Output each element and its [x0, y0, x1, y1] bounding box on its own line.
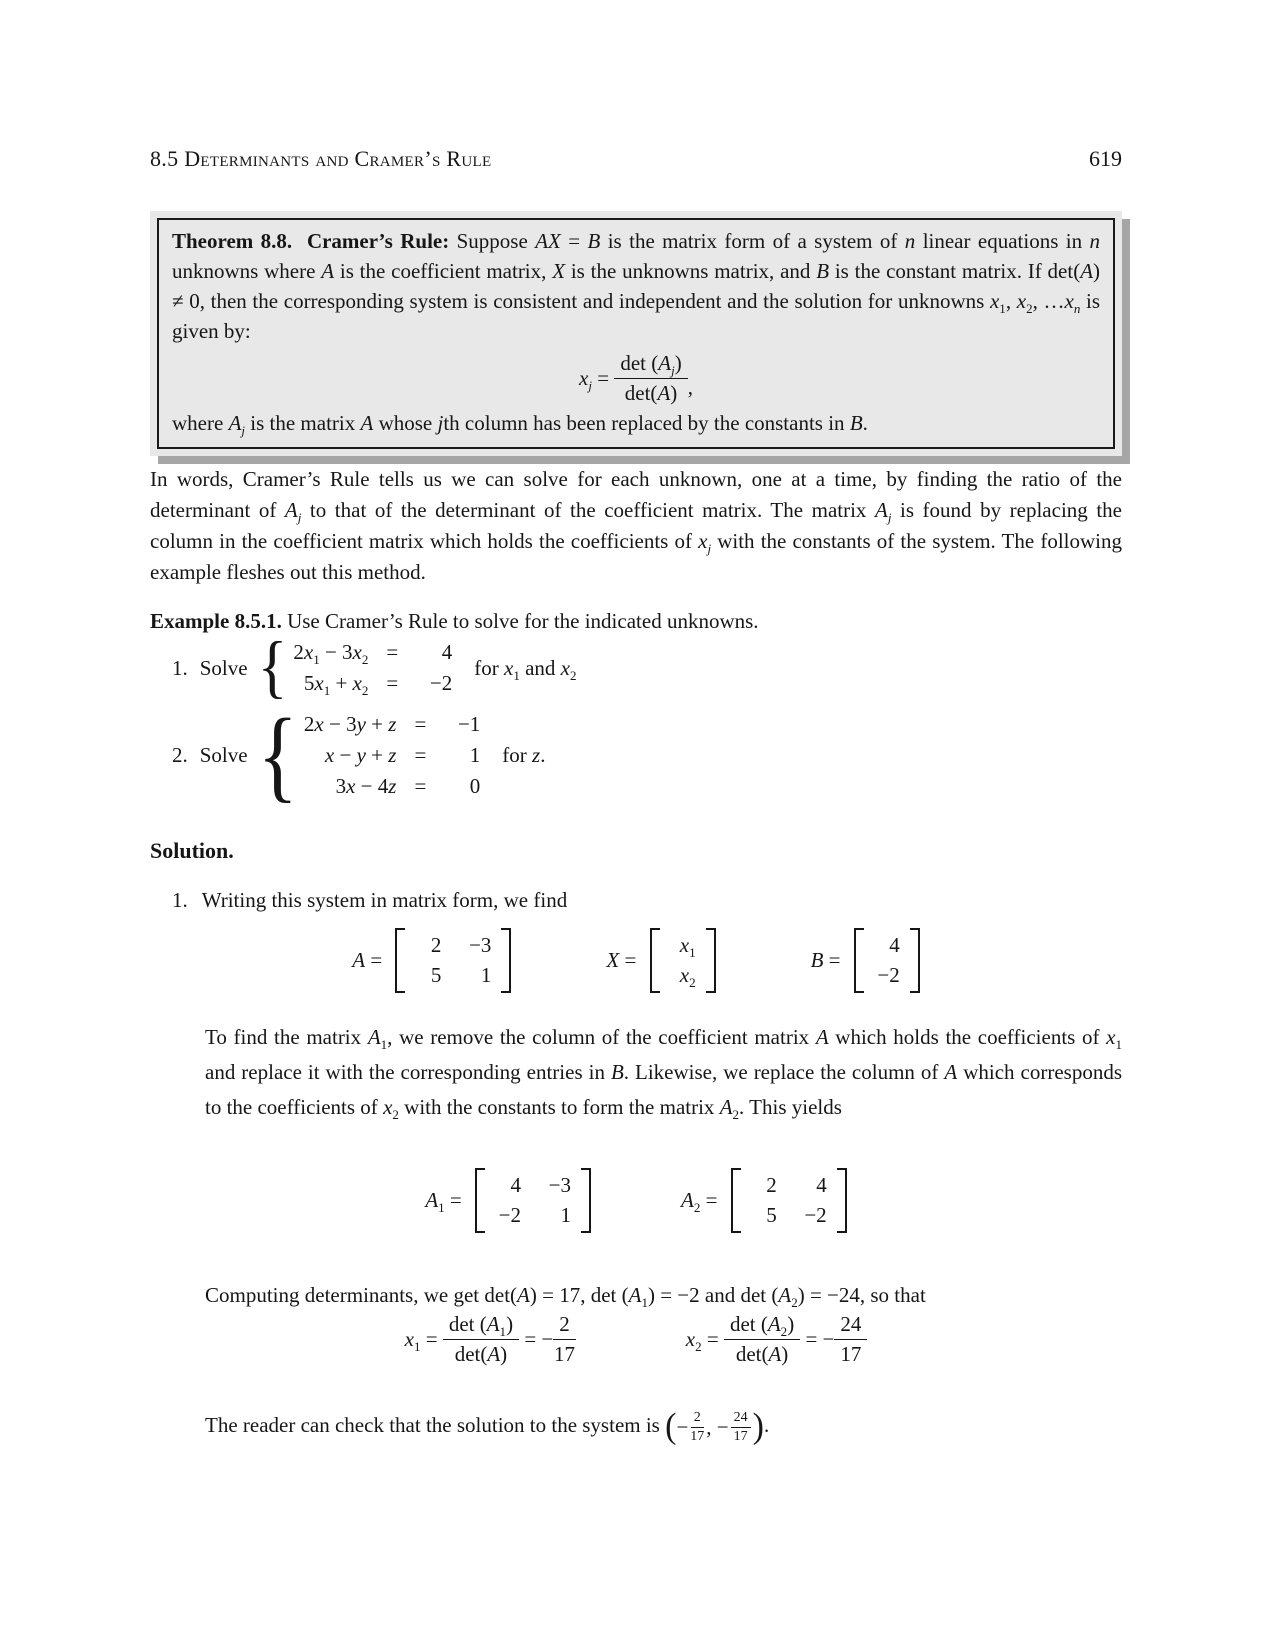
- computing-paragraph: Computing determinants, we get det(A) = 17, $\det (A_1) = -2$ and $\det (A_2) = -24$, so that: [205, 1283, 926, 1311]
- matrix-brackets: [395, 928, 511, 993]
- equals-sign: =: [414, 774, 427, 798]
- matrix-cells: [660, 928, 706, 993]
- example-item-2: [150, 698, 1122, 812]
- matrix-cell: 2: [766, 1173, 777, 1197]
- equation-lhs: 2x − 3y + z: [303, 712, 397, 736]
- tofind-paragraph: To find the matrix $A_1$, we remove the column of the coefficient matrix A which holds the coefficients of $x_1$ and replace it with the corresponding entries in B. Likewise, we replace the column of A which corresponds to the coefficients of $x_2$ with the constants to form the matrix $A_2$. This yields: [205, 1025, 1122, 1123]
- matrix-A2: [681, 1168, 847, 1233]
- fraction-denominator: det(A): [454, 1342, 508, 1367]
- right-bracket: [837, 1168, 847, 1233]
- fraction-denominator: det(A): [624, 381, 678, 406]
- equation-rhs: 4: [441, 640, 453, 664]
- inline-fraction-2: [731, 1410, 751, 1444]
- equation-mid: = −: [800, 1326, 835, 1351]
- step-text: Writing this system in matrix form, we find: [201, 888, 568, 912]
- equals-sign: =: [386, 640, 399, 664]
- left-brace: {: [257, 698, 298, 812]
- equals-sign: =: [386, 671, 399, 695]
- formula-comma: ,: [687, 375, 693, 400]
- matrix-cell: −3: [548, 1173, 571, 1197]
- item-number: 1.: [172, 888, 188, 912]
- matrix-cells: [741, 1168, 837, 1233]
- matrix-cell: 4: [889, 933, 900, 957]
- equation-lhs: $5x_1 + x_2$: [303, 671, 369, 699]
- separator: , −: [706, 1414, 729, 1439]
- matrix-cell: 5: [430, 963, 442, 987]
- matrix-brackets: [731, 1168, 847, 1233]
- example-item-1: [150, 628, 1122, 706]
- matrix-cells: [405, 928, 501, 993]
- fraction-denominator: 17: [690, 1428, 705, 1444]
- matrix-A: [352, 928, 511, 993]
- equation-system-2: [257, 698, 481, 812]
- fraction-numerator: 2: [691, 1410, 704, 1428]
- solve-label: Solve: [199, 655, 248, 680]
- item-number: 2.: [172, 743, 188, 767]
- fraction-denominator: 17: [554, 1342, 575, 1367]
- equation-lhs: $x_1$ =: [404, 1326, 443, 1354]
- matrix-label: $A_2$ =: [681, 1188, 723, 1216]
- equals-sign: =: [414, 743, 427, 767]
- matrix-cell: 5: [766, 1203, 777, 1227]
- final-paragraph: [205, 1406, 1122, 1446]
- matrix-display-1: [150, 928, 1122, 993]
- equation-lhs: 3x − 4z: [335, 774, 397, 798]
- minus-sign: −: [676, 1414, 689, 1439]
- inline-fraction-1: [690, 1410, 704, 1444]
- right-bracket: [581, 1168, 591, 1233]
- matrix-cell: 1: [560, 1203, 571, 1227]
- right-paren: ): [752, 1406, 764, 1446]
- item-suffix: for $x_1$ and $x_2$: [474, 655, 577, 683]
- det-fraction: [724, 1312, 800, 1366]
- item-suffix: for z.: [502, 743, 546, 767]
- intro-paragraph: In words, Cramer’s Rule tells us we can solve for each unknown, one at a time, by finding the ratio of the determinant of $A_j$ to that of the determinant of the coefficient matrix. The matrix $A_j$ is found by replacing the column in the coefficient matrix which holds the coefficients of $x_j$ with the constants of the system. The following example fleshes out this method.: [150, 467, 1122, 584]
- page-header: [150, 146, 1122, 172]
- equation-rhs: 0: [469, 774, 481, 798]
- left-bracket: [731, 1168, 741, 1233]
- matrix-cell: −3: [469, 933, 492, 957]
- solution-step-1: [150, 888, 1122, 913]
- matrix-cell: 4: [816, 1173, 827, 1197]
- solution-pair: [665, 1406, 764, 1446]
- matrix-display-2: [150, 1168, 1122, 1233]
- right-bracket: [501, 928, 511, 993]
- left-bracket: [650, 928, 660, 993]
- page-number: 619: [1089, 146, 1122, 171]
- equals-sign: =: [414, 712, 427, 736]
- equation-rhs: 1: [469, 743, 481, 767]
- equation-mid: = −: [519, 1326, 554, 1351]
- fraction-numerator: 24: [834, 1312, 867, 1340]
- matrix-B: [811, 928, 920, 993]
- formula-lhs: $x_j$ =: [579, 366, 615, 394]
- matrix-brackets: [650, 928, 716, 993]
- item-number: 1.: [172, 655, 188, 680]
- matrix-label: B =: [810, 948, 846, 972]
- final-period: .: [763, 1412, 770, 1437]
- solve-label: Solve: [199, 743, 248, 767]
- equation-lhs: x − y + z: [324, 743, 397, 767]
- matrix-X: [606, 928, 715, 993]
- equation-lhs: $x_2$ =: [685, 1326, 724, 1354]
- x1-equation: [405, 1312, 576, 1366]
- solution-label: Solution.: [150, 838, 234, 863]
- fraction-numerator: 24: [731, 1410, 751, 1428]
- theorem-statement: Theorem 8.8. Cramer’s Rule: Suppose AX = B is the matrix form of a system of n linear equations in n unknowns where A is the coefficient matrix, X is the unknowns matrix, and B is the constant matrix. If det(A) ≠ 0, then the corresponding system is consistent and independent and the solution for unknowns $x_1$, $x_2$, $\dots x_n$ is given by:: [172, 229, 1101, 343]
- equation-system-1: [257, 628, 453, 706]
- matrix-brackets: [854, 928, 920, 993]
- matrix-label: X =: [606, 948, 642, 972]
- theorem-box-inner: [157, 218, 1115, 449]
- matrix-cell: $x_2$: [679, 963, 696, 991]
- matrix-cell: 1: [480, 963, 492, 987]
- fraction-denominator: 17: [733, 1428, 748, 1444]
- fraction-denominator: det(A): [735, 1342, 789, 1367]
- theorem-formula: [172, 351, 1100, 405]
- det-fraction: [443, 1312, 519, 1366]
- system-rows: [293, 640, 453, 699]
- theorem-box: [150, 211, 1122, 456]
- left-bracket: [395, 928, 405, 993]
- matrix-cell: 4: [510, 1173, 521, 1197]
- left-bracket: [854, 928, 864, 993]
- fraction-denominator: 17: [840, 1342, 862, 1367]
- x2-equation: [686, 1312, 868, 1366]
- matrix-brackets: [475, 1168, 591, 1233]
- right-bracket: [706, 928, 716, 993]
- fraction-numerator: $\det (A_2)$: [724, 1312, 800, 1340]
- fraction-numerator: $\det (A_1)$: [443, 1312, 519, 1340]
- section-title: 8.5 Determinants and Cramer’s Rule: [150, 146, 492, 171]
- matrix-cell: −2: [804, 1203, 827, 1227]
- matrix-cell: −2: [877, 963, 900, 987]
- example-heading: Example 8.5.1. Use Cramer’s Rule to solve for the indicated unknowns.: [150, 609, 759, 633]
- matrix-label: $A_1$ =: [425, 1188, 467, 1216]
- fraction-numerator: 2: [553, 1312, 576, 1340]
- matrix-cell: $x_1$: [679, 933, 696, 961]
- equation-rhs: −2: [429, 671, 453, 695]
- ratio-equations: [150, 1312, 1122, 1366]
- system-rows: [304, 712, 480, 799]
- matrix-cell: −2: [498, 1203, 521, 1227]
- matrix-label: A =: [352, 948, 388, 972]
- theorem-footer: where $A_j$ is the matrix A whose jth column has been replaced by the constants in B.: [172, 411, 868, 439]
- value-fraction: [553, 1312, 576, 1366]
- equation-rhs: −1: [457, 712, 481, 736]
- left-paren: (: [665, 1406, 677, 1446]
- matrix-cell: 2: [430, 933, 442, 957]
- formula-fraction: [614, 351, 687, 405]
- equation-lhs: $2x_1 - 3x_2$: [293, 640, 369, 668]
- matrix-A1: [425, 1168, 591, 1233]
- value-fraction: [834, 1312, 867, 1366]
- fraction-numerator: $\det (A_j)$: [614, 351, 687, 379]
- left-brace: {: [257, 628, 288, 706]
- final-prefix: The reader can check that the solution to the system is: [205, 1412, 666, 1437]
- right-bracket: [910, 928, 920, 993]
- left-bracket: [475, 1168, 485, 1233]
- matrix-cells: [864, 928, 910, 993]
- matrix-cells: [485, 1168, 581, 1233]
